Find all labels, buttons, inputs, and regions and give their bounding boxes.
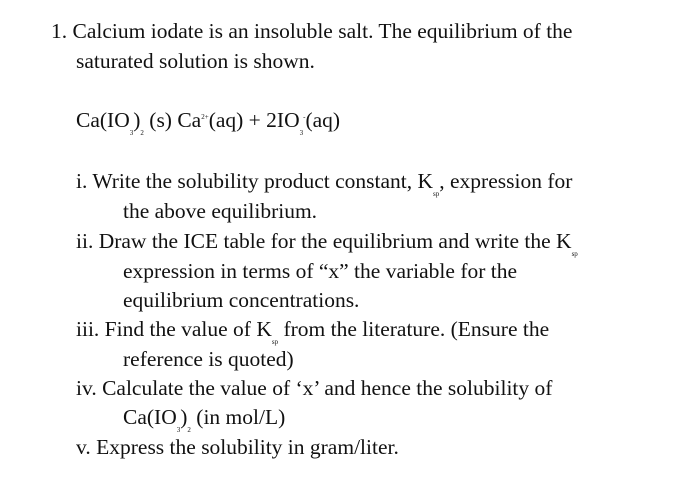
- equation-reactant: Ca(IO: [76, 108, 130, 132]
- iodate-charge: -: [303, 113, 306, 121]
- equation-paren: ): [133, 108, 141, 132]
- intro-line-1: [51, 21, 572, 43]
- part-ii-text: ii. Draw the ICE table for the equilibrium and write the K: [76, 229, 572, 253]
- part-iv-line-1: iv. Calculate the value of ‘x’ and hence the solubility of: [76, 376, 553, 400]
- part-ii-line-2: expression in terms of “x” the variable for the: [123, 259, 518, 283]
- equation-state-and-cation: (s) Ca: [143, 108, 202, 132]
- part-ii-line-1: [76, 229, 578, 258]
- ksp-subscript: sp: [271, 338, 279, 346]
- intro-line-2: saturated solution is shown.: [76, 49, 315, 73]
- formula-subscript: 2: [187, 426, 191, 434]
- iodate-subscript: 3: [176, 426, 181, 434]
- part-v-line-1: v. Express the solubility in gram/liter.: [76, 435, 399, 459]
- part-iii-text-end: from the literature. (Ensure the: [278, 317, 550, 341]
- part-iii-line-2: reference is quoted): [123, 347, 294, 371]
- part-i-line-1: [76, 169, 573, 198]
- part-iii-line-1: [76, 317, 550, 346]
- formula-text: Ca(IO: [123, 405, 177, 429]
- product-iodate-subscript: 3: [299, 129, 304, 137]
- formula-paren: ): [180, 405, 188, 429]
- part-ii-line-3: equilibrium concentrations.: [123, 288, 360, 312]
- part-iv-line-2: [123, 405, 286, 434]
- question-number: 1.: [51, 19, 68, 43]
- equation-products: (aq) + 2IO: [208, 108, 300, 132]
- ksp-subscript: sp: [433, 190, 440, 198]
- equation-product-state: (aq): [305, 108, 341, 132]
- ksp-subscript: sp: [571, 250, 578, 258]
- part-i-line-2: the above equilibrium.: [123, 199, 318, 223]
- part-i-text-end: , expression for: [439, 169, 573, 193]
- part-i-text: i. Write the solubility product constant, K: [76, 169, 434, 193]
- part-iii-text: iii. Find the value of K: [76, 317, 272, 341]
- equilibrium-equation: [76, 108, 341, 137]
- intro-text-1: Calcium iodate is an insoluble salt. The equilibrium of the: [72, 19, 573, 43]
- iodate-subscript: 3: [129, 129, 134, 137]
- reactant-subscript: 2: [140, 129, 144, 137]
- calcium-charge: 2+: [201, 113, 209, 121]
- units-text: (in mol/L): [190, 405, 286, 429]
